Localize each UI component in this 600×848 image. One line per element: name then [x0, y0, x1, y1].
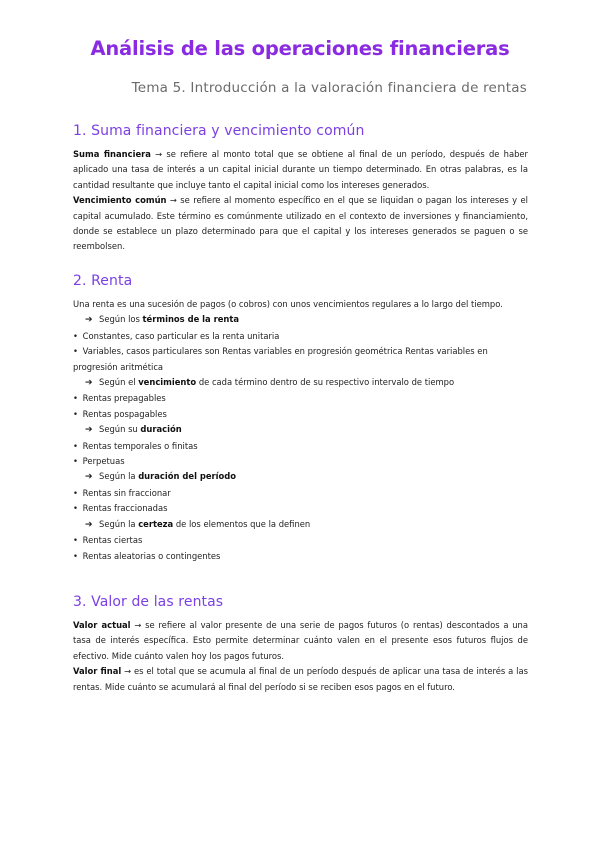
bullet: •: [73, 487, 78, 498]
section-valor-rentas: [73, 594, 528, 695]
list-item-text: Rentas prepagables: [82, 393, 166, 404]
document-title: Análisis de las operaciones financieras: [90, 37, 510, 60]
arrow-icon: ➔: [85, 315, 93, 326]
classification-criterion: vencimiento: [138, 377, 197, 388]
list-item: [73, 407, 528, 422]
classification-criterion: duración: [140, 424, 182, 435]
list-item-text: Rentas temporales o finitas: [82, 440, 198, 451]
list-item-text: Rentas sin fraccionar: [82, 487, 171, 498]
list-item: [73, 533, 528, 548]
list-item: [73, 329, 528, 344]
bullet: •: [73, 535, 78, 546]
list-item-text: Constantes, caso particular es la renta unitaria: [82, 330, 280, 341]
list-item: [73, 501, 528, 516]
list-item: [73, 391, 528, 406]
classification-prefix: Según los: [99, 314, 143, 325]
list-item-text: Perpetuas: [82, 456, 125, 467]
classification-terminos: [73, 312, 528, 328]
list-item-text: Variables, casos particulares son Rentas variables en progresión geométrica Rentas variables en progresión aritmética: [73, 346, 488, 372]
classification-duracion: [73, 422, 528, 438]
classification-certeza: [73, 517, 528, 533]
section-suma-financiera: [73, 123, 528, 255]
definition-valor-actual: [73, 618, 528, 664]
term: Suma financiera: [73, 149, 151, 159]
bullet: •: [73, 393, 78, 404]
bullet: •: [73, 330, 78, 341]
term: Valor actual: [73, 620, 131, 630]
list-item: [73, 344, 528, 375]
bullet: •: [73, 503, 78, 514]
classification-vencimiento: [73, 375, 528, 391]
classification-prefix: Según la: [99, 518, 139, 529]
arrow-icon: ➔: [85, 519, 93, 530]
list-item-text: Rentas pospagables: [82, 408, 167, 419]
list-item: [73, 549, 528, 564]
list-item: [73, 439, 528, 454]
classification-suffix: de los elementos que la definen: [173, 518, 311, 529]
list-item-text: Rentas fraccionadas: [82, 503, 168, 514]
document-subtitle: Tema 5. Introducción a la valoración financiera de rentas: [131, 80, 527, 96]
definition-text: → se refiere al momento específico en el que se liquidan o pagan los intereses y el capital acumulado. Este término es comúnmente utilizado en el contexto de inversiones y financiamiento, donde se establece un plazo determinado para que el capital y los intereses generados se paguen o se reembolsen.: [73, 195, 528, 252]
definition-text: → es el total que se acumula al final de un período después de aplicar una tasa de interés a las rentas. Mide cuánto se acumulará al final del período si se reciben esos pagos en el futuro.: [73, 666, 528, 692]
section-heading: 2. Renta: [73, 273, 133, 289]
classification-prefix: Según el: [99, 377, 139, 388]
term: Valor final: [73, 666, 122, 677]
arrow-icon: ➔: [85, 378, 93, 389]
classification-criterion: duración del período: [138, 471, 237, 482]
bullet: •: [73, 440, 78, 451]
classification-criterion: términos de la renta: [142, 314, 240, 325]
bullet: •: [73, 408, 78, 419]
bullet: •: [73, 550, 78, 561]
definition-text: → se refiere al monto total que se obtiene al final de un período, después de haber aplicado una tasa de interés a un capital inicial durante un tiempo determinado. En otras palabras, es la cantidad resultante que incluye tanto el capital inicial como los intereses generados.: [73, 149, 528, 190]
list-item-text: Rentas ciertas: [82, 535, 143, 546]
term: Vencimiento común: [73, 195, 167, 206]
definition-vencimiento-comun: [73, 193, 528, 255]
section-heading: 1. Suma financiera y vencimiento común: [73, 123, 365, 139]
bullet: •: [73, 456, 78, 467]
section-heading: 3. Valor de las rentas: [73, 594, 224, 610]
arrow-icon: ➔: [85, 425, 93, 436]
definition-text: → se refiere al valor presente de una serie de pagos futuros (o rentas) descontados a una tasa de interés específica. Esto permite determinar cuánto valen en el presente esos futuros flujos de efectivo. Mide cuánto valen hoy los pagos futuros.: [73, 620, 528, 661]
bullet: •: [73, 346, 78, 357]
definition-suma-financiera: [73, 147, 528, 193]
classification-criterion: certeza: [138, 518, 174, 529]
section-renta: [73, 273, 528, 564]
list-item: [73, 486, 528, 501]
definition-valor-final: [73, 664, 528, 695]
list-item-text: Rentas aleatorias o contingentes: [82, 550, 221, 561]
classification-prefix: Según su: [99, 424, 141, 435]
classification-prefix: Según la: [99, 471, 139, 482]
renta-intro: Una renta es una sucesión de pagos (o cobros) con unos vencimientos regulares a lo largo del tiempo.: [73, 299, 503, 309]
classification-suffix: de cada término dentro de su respectivo intervalo de tiempo: [196, 377, 455, 388]
arrow-icon: ➔: [85, 472, 93, 483]
classification-duracion-periodo: [73, 469, 528, 485]
list-item: [73, 454, 528, 469]
